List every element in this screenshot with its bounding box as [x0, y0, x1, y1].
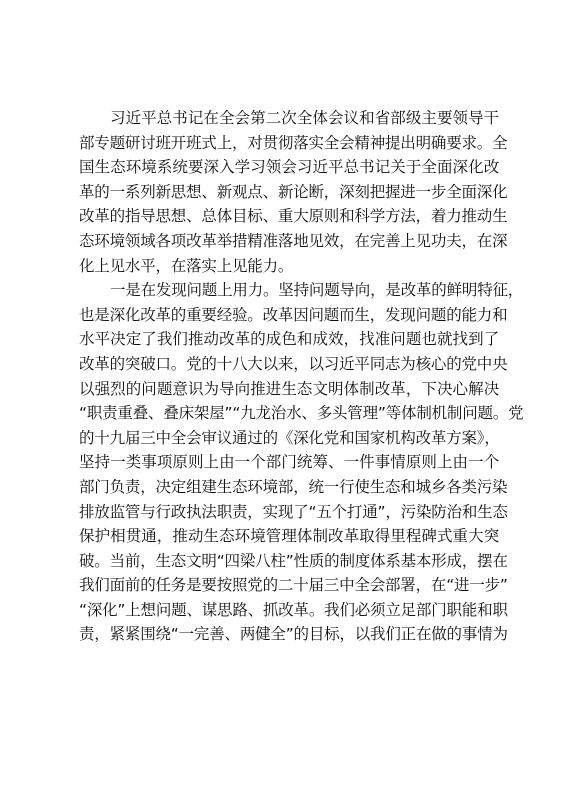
- text-line: “深化”上想问题、谋思路、抓改革。我们必须立足部门职能和职: [79, 600, 508, 619]
- text-line: 化上见水平，在落实上见能力。: [79, 256, 294, 275]
- text-line: 也是深化改革的重要经验。改革因问题而生，发现问题的能力和: [79, 305, 508, 324]
- text-line: 革的一系列新思想、新观点、新论断，深刻把握进一步全面深化: [79, 182, 508, 201]
- text-line: 一是在发现问题上用力。坚持问题导向，是改革的鲜明特征，: [110, 281, 524, 300]
- text-line: 以强烈的问题意识为导向推进生态文明体制改革，下决心解决: [79, 379, 499, 398]
- text-line: 排放监管与行政执法职责，实现了“五个打通”，污染防治和生态: [79, 502, 508, 521]
- text-line: 态环境领域各项改革举措精准落地见效，在完善上见功夫，在深: [79, 231, 508, 250]
- text-line: 坚持一类事项原则上由一个部门统筹、一件事情原则上由一个: [79, 453, 499, 472]
- text-line: 部专题研讨班开班式上，对贯彻落实全会精神提出明确要求。全: [79, 133, 508, 152]
- text-line: 的十九届三中全会审议通过的《深化党和国家机构改革方案》，: [79, 428, 500, 447]
- text-line: 水平决定了我们推动改革的成色和成效，找准问题也就找到了: [79, 330, 499, 349]
- text-line: 部门负责，决定组建生态环境部，统一行使生态和城乡各类污染: [79, 477, 508, 496]
- text-line: 破。当前，生态文明“四梁八柱”性质的制度体系基本形成，摆在: [79, 551, 508, 570]
- text-line: 改革的突破口。党的十八大以来，以习近平同志为核心的党中央: [79, 354, 508, 373]
- paragraph-1: [79, 106, 508, 278]
- text-line: “职责重叠、叠床架屋”“九龙治水、多头管理”等体制机制问题。党: [79, 404, 524, 423]
- text-line: 习近平总书记在全会第二次全体会议和省部级主要领导干: [110, 109, 499, 127]
- text-line: 我们面前的任务是要按照党的二十届三中全会部署，在“进一步”: [79, 576, 508, 595]
- text-line: 改革的指导思想、总体目标、重大原则和科学方法，着力推动生: [79, 207, 508, 226]
- document-body: [79, 106, 524, 647]
- text-line: 责，紧紧围绕“一完善、两健全”的目标，以我们正在做的事情为: [79, 625, 508, 644]
- text-line: 保护相贯通，推动生态环境管理体制改革取得里程碑式重大突: [79, 527, 499, 546]
- paragraph-2: [79, 278, 524, 647]
- text-line: 国生态环境系统要深入学习领会习近平总书记关于全面深化改: [79, 158, 499, 177]
